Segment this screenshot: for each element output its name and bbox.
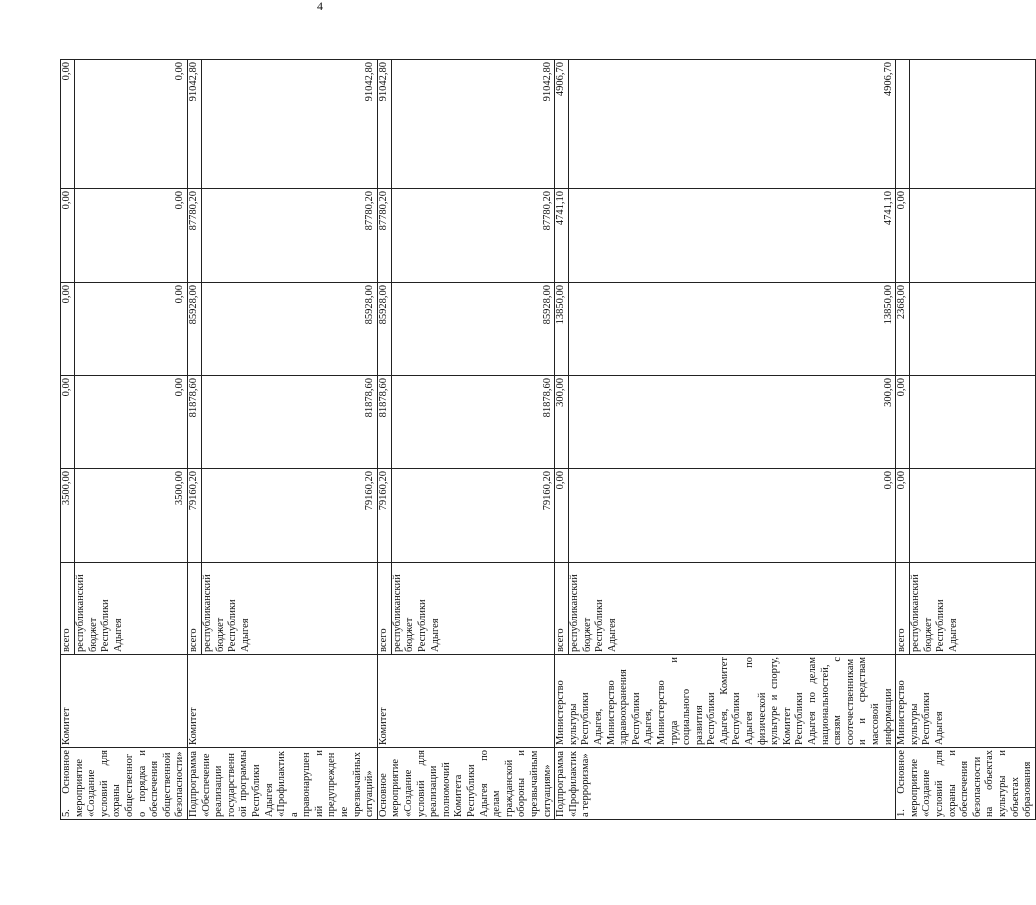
value-cell: 0,00	[75, 189, 188, 283]
row-name: 1. Основное мероприятие «Создание условий для охраны и обеспечения безопасности на объектах культуры и объектах образования	[896, 748, 1036, 820]
row-executor: Министерство культуры Республики Адыгея	[896, 655, 1036, 748]
value-cell: 91042,80	[187, 60, 201, 189]
value-cell: 79160,20	[377, 469, 391, 563]
value-cell: 0,00	[896, 469, 910, 563]
row-name: Основное мероприятие «Создание условий для реализации полномочий Комитета Республики Адыгея по делам гражданской обороны и чрезвычайным ситуациям»	[377, 748, 554, 820]
page-number: 4	[317, 0, 323, 13]
value-cell: 81878,60	[391, 376, 554, 469]
table-row	[187, 60, 201, 820]
value-cell: 0,00	[61, 283, 75, 376]
value-cell: 87780,20	[377, 189, 391, 283]
value-cell: 79160,20	[187, 469, 201, 563]
source-label: республиканский бюджет Республики Адыгея	[75, 563, 188, 655]
value-cell: 85928,00	[201, 283, 377, 376]
source-label: всего	[377, 563, 391, 655]
source-label: республиканский бюджет Республики Адыгея	[569, 563, 896, 655]
row-name: Подпрограмма «Профилактика терроризма»	[555, 748, 896, 820]
value-cell	[910, 283, 1036, 376]
table-row	[377, 60, 391, 820]
source-label: всего	[555, 563, 569, 655]
value-cell	[910, 469, 1036, 563]
value-cell: 91042,80	[201, 60, 377, 189]
value-cell: 81878,60	[377, 376, 391, 469]
row-executor: Комитет	[187, 655, 377, 748]
value-cell: 300,00	[555, 376, 569, 469]
value-cell: 3500,00	[75, 469, 188, 563]
value-cell: 85928,00	[391, 283, 554, 376]
value-cell: 4906,70	[569, 60, 896, 189]
source-label: республиканский бюджет Республики Адыгея	[391, 563, 554, 655]
row-name: Подпрограмма «Обеспечение реализации государственной программы Республики Адыгея «Профилактика правонарушений и предупреждение чрезвычайных ситуаций»	[187, 748, 377, 820]
value-cell: 13850,00	[555, 283, 569, 376]
value-cell: 79160,20	[391, 469, 554, 563]
value-cell: 81878,60	[187, 376, 201, 469]
table-row	[896, 60, 910, 820]
source-label: всего	[61, 563, 75, 655]
value-cell: 0,00	[61, 60, 75, 189]
source-label: республиканский бюджет Республики Адыгея	[201, 563, 377, 655]
value-cell: 85928,00	[187, 283, 201, 376]
value-cell: 91042,80	[377, 60, 391, 189]
value-cell: 0,00	[555, 469, 569, 563]
rotated-table-page	[60, 60, 1034, 820]
row-name: 5. Основное мероприятие «Создание условий для охраны общественного порядка и обеспечения общественной безопасности»	[61, 748, 188, 820]
source-label: всего	[896, 563, 910, 655]
value-cell: 87780,20	[391, 189, 554, 283]
value-cell: 0,00	[75, 60, 188, 189]
value-cell: 85928,00	[377, 283, 391, 376]
table-row	[61, 60, 75, 820]
source-label: всего	[187, 563, 201, 655]
value-cell: 4741,10	[555, 189, 569, 283]
value-cell: 81878,60	[201, 376, 377, 469]
value-cell: 79160,20	[201, 469, 377, 563]
row-executor: Комитет	[377, 655, 554, 748]
value-cell: 0,00	[896, 189, 910, 283]
value-cell	[910, 376, 1036, 469]
value-cell: 87780,20	[187, 189, 201, 283]
value-cell: 300,00	[569, 376, 896, 469]
value-cell: 0,00	[569, 469, 896, 563]
value-cell	[896, 60, 910, 189]
row-executor: Комитет	[61, 655, 188, 748]
value-cell: 0,00	[896, 376, 910, 469]
value-cell: 13850,00	[569, 283, 896, 376]
value-cell: 0,00	[75, 283, 188, 376]
value-cell: 91042,80	[391, 60, 554, 189]
budget-table	[60, 59, 1036, 820]
table-row	[555, 60, 569, 820]
value-cell: 0,00	[61, 189, 75, 283]
source-label: республиканский бюджет Республики Адыгея	[910, 563, 1036, 655]
value-cell: 0,00	[75, 376, 188, 469]
value-cell: 87780,20	[201, 189, 377, 283]
row-executor: Министерство культуры Республики Адыгея, Министерство здравоохранения Республики Адыгея, Министерство труда и социального развития Республики Адыгея, Комитет Республики Адыгея по физической культуре и спорту, Комитет Республики Адыгея по делам национальностей, связям с соотечественниками и средствам массовой информации	[555, 655, 896, 748]
value-cell: 3500,00	[61, 469, 75, 563]
value-cell	[910, 60, 1036, 189]
value-cell: 2368,00	[896, 283, 910, 376]
value-cell: 4906,70	[555, 60, 569, 189]
value-cell: 0,00	[61, 376, 75, 469]
value-cell: 4741,10	[569, 189, 896, 283]
value-cell	[910, 189, 1036, 283]
